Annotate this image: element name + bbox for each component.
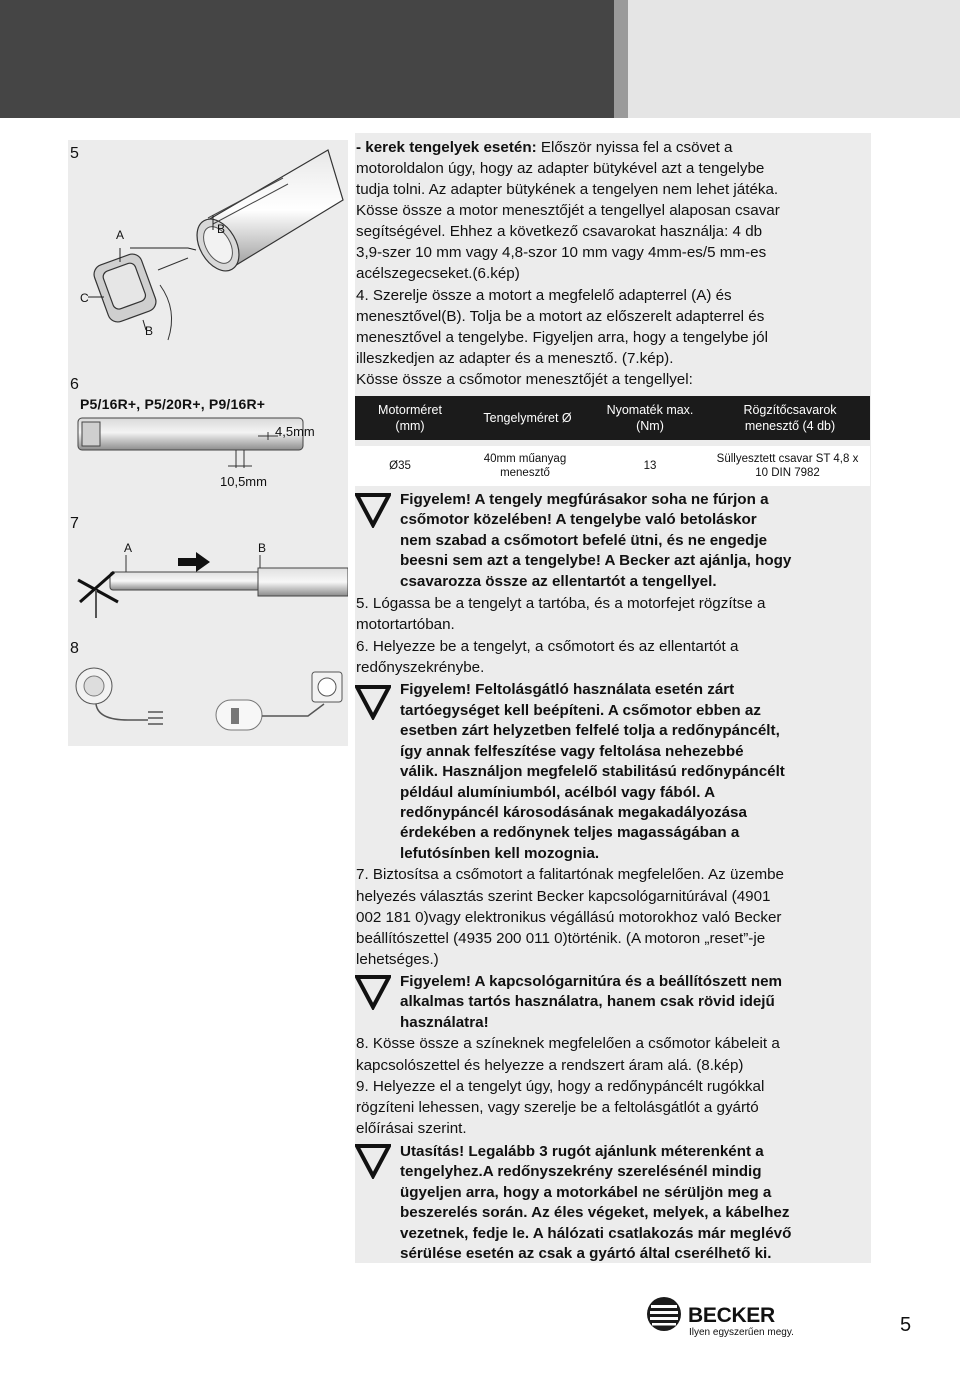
- label-a: A: [116, 228, 125, 242]
- label-a-fig7: A: [124, 541, 133, 555]
- brand-name: BECKER: [688, 1304, 775, 1327]
- instruction-line: rögzíteni lehessen, vagy szerelje be a feltolásgátlót a gyártó: [356, 1099, 759, 1116]
- wiring-illustration: [68, 660, 348, 740]
- warning-line: érdekében a redőnynek teljes magasságában a: [400, 824, 740, 841]
- warning-line: tengelyhez.A redőnyszekrény szerelésénél mindig: [400, 1163, 762, 1180]
- label-b-fig7: B: [258, 541, 267, 555]
- instruction-line: Kösse össze a csőmotor menesztőjét a tengellyel:: [356, 371, 693, 388]
- header-band: [0, 0, 960, 118]
- instruction-line: 8. Kösse össze a színeknek megfelelően a csőmotor kábeleit a: [356, 1035, 780, 1052]
- cell-motor-size: Ø35: [389, 460, 411, 472]
- figure-number-8: 8: [70, 640, 79, 657]
- dimension-label-10-5mm: 10,5mm: [220, 474, 267, 489]
- cell-shaft-size: 40mm műanyag menesztő: [483, 453, 567, 479]
- instruction-line: 9. Helyezze el a tengelyt úgy, hogy a redőnypáncélt rugókkal: [356, 1078, 765, 1095]
- motor-model-list: P5/16R+, P5/20R+, P9/16R+: [80, 396, 266, 412]
- figure-number-7: 7: [70, 515, 79, 532]
- warning-line: esetben zárt helyzetben felfelé tolja a redőnypáncélt,: [400, 722, 780, 739]
- instruction-line: redőnyszekrénybe.: [356, 659, 485, 676]
- warning-line: Figyelem! A kapcsológarnitúra és a beállítószett nem: [400, 973, 783, 990]
- warning-line: csavarozza össze az ellentartót a tengellyel.: [400, 573, 717, 590]
- cell-torque: 13: [643, 460, 657, 472]
- warning-line: beesni sem azt a tengelybe! A Becker azt ajánlja, hogy: [400, 552, 792, 569]
- header-separator: [614, 0, 628, 118]
- warning-line: tartóegységet kell beépíteni. A csőmotor ebben az: [400, 702, 761, 719]
- warning-triangle-icon: [355, 684, 391, 720]
- instruction-line: 4. Szerelje össze a motort a megfelelő adapterrel (A) és: [356, 287, 732, 304]
- warning-line: Figyelem! A tengely megfúrásakor soha ne fúrjon a: [400, 491, 769, 508]
- header-torque: Nyomaték max. (Nm): [606, 403, 694, 433]
- instruction-line: lehetséges.): [356, 951, 439, 968]
- instruction-line: kapcsolószettel és helyezze a rendszert áram alá. (8.kép): [356, 1057, 744, 1074]
- page-number: 5: [900, 1314, 912, 1336]
- instruction-line: [356, 138, 733, 159]
- spec-table-header: [355, 396, 870, 440]
- motor-insertion-illustration: [68, 550, 348, 620]
- warning-line: redőnypáncél károsodásának megakadályozása: [400, 804, 747, 821]
- instruction-line: Kösse össze a motor menesztőjét a tengellyel alaposan csavar: [356, 202, 780, 219]
- warning-line: Figyelem! Feltolásgátló használata esetén zárt: [400, 681, 735, 698]
- instruction-line: motortartóban.: [356, 616, 455, 633]
- spec-table-row: [355, 446, 870, 486]
- figure-number-6: 6: [70, 376, 79, 393]
- instruction-line: motoroldalon úgy, hogy az adapter bütykével azt a tengelybe: [356, 160, 765, 177]
- tube-adapter-illustration: [68, 140, 348, 375]
- warning-triangle-icon: [355, 492, 391, 528]
- cell-screws: Süllyesztett csavar ST 4,8 x 10 DIN 7982: [716, 453, 859, 479]
- instruction-line: menesztővel a tengelybe. Figyeljen arra, hogy a tengelybe jól: [356, 329, 768, 346]
- label-b-bottom: B: [145, 324, 154, 338]
- header-shaft-size: Tengelyméret Ø: [483, 411, 572, 425]
- warning-line: például alumíniumból, acélból vagy fából. A: [400, 784, 716, 801]
- instruction-line: beállítószettel (4935 200 011 0)történik. (A motoron „reset”-je: [356, 930, 766, 947]
- instruction-line: 5. Lógassa be a tengelyt a tartóba, és a motorfejet rögzítse a: [356, 595, 766, 612]
- warning-triangle-icon: [355, 1143, 391, 1179]
- warning-line: válik. Használjon megfelelő stabilitású redőnypáncélt: [400, 763, 785, 780]
- brand-slogan: Ilyen egyszerűen megy.: [689, 1327, 794, 1338]
- header-dark-block: [0, 0, 614, 118]
- instruction-line: illeszkedjen az adapter és a menesztő. (7.kép).: [356, 350, 674, 367]
- warning-line: lefutósínben kell mozognia.: [400, 845, 600, 862]
- header-screws: Rögzítőcsavarok menesztő (4 db): [743, 403, 837, 433]
- label-c: C: [80, 291, 89, 305]
- instruction-line: 002 181 0)vagy elektronikus végállású motorokhoz való Becker: [356, 909, 782, 926]
- warning-line: használatra!: [400, 1014, 489, 1031]
- label-b-top: B: [217, 222, 226, 236]
- becker-logo-icon: [646, 1296, 682, 1332]
- warning-line: ügyeljen arra, hogy a motorkábel ne sérüljön meg a: [400, 1184, 772, 1201]
- warning-line: vezetnek, fedje le. A hálózati csatlakozás már meglévő: [400, 1225, 792, 1242]
- warning-line: beszerelés során. Az éles végeket, melyek, a kábelhez: [400, 1204, 790, 1221]
- warning-triangle-icon: [355, 974, 391, 1010]
- warning-line: csőmotor közelében! A tengelybe való betoláskor: [400, 511, 757, 528]
- instruction-text: Először nyissa fel a csövet a: [536, 139, 733, 156]
- dimension-label-4-5mm: 4,5mm: [275, 424, 315, 439]
- warning-line: sérülése esetén az csak a gyártó által cserélhető ki.: [400, 1245, 772, 1262]
- motor-dimension-illustration: [68, 410, 348, 490]
- instruction-line: segítségével. Ehhez a következő csavarokat használja: 4 db: [356, 223, 763, 240]
- figure-number-5: 5: [70, 145, 79, 162]
- header-motor-size: Motorméret (mm): [378, 403, 442, 433]
- instruction-line: menesztővel(B). Tolja be a motort az előszerelt adapterrel és: [356, 308, 765, 325]
- instruction-line: előírásai szerint.: [356, 1120, 467, 1137]
- instruction-line: 7. Biztosítsa a csőmotort a falitartónak megfelelően. Az üzembe: [356, 866, 785, 883]
- warning-line: Utasítás! Legalább 3 rugót ajánlunk méterenként a: [400, 1143, 764, 1160]
- instruction-line: 6. Helyezze be a tengelyt, a csőmotort és az ellentartót a: [356, 638, 739, 655]
- warning-line: alkalmas tartós használatra, hanem csak rövid idejű: [400, 993, 775, 1010]
- round-shaft-heading: - kerek tengelyek esetén:: [356, 139, 537, 156]
- header-light-block: [628, 0, 960, 118]
- instruction-line: tudja tolni. Az adapter bütykének a tengelyen nem lehet játéka.: [356, 181, 779, 198]
- instruction-line: 3,9-szer 10 mm vagy 4,8-szor 10 mm vagy 4mm-es/5 mm-es: [356, 244, 767, 261]
- warning-line: így annak felfeszítése vagy feltolása nehezebbé: [400, 743, 744, 760]
- warning-line: nem szabad a csőmotort befelé ütni, és ne engedje: [400, 532, 768, 549]
- instruction-line: acélszegecseket.(6.kép): [356, 265, 520, 282]
- instruction-line: helyezés választás szerint Becker kapcsológarnitúrával (4901: [356, 888, 771, 905]
